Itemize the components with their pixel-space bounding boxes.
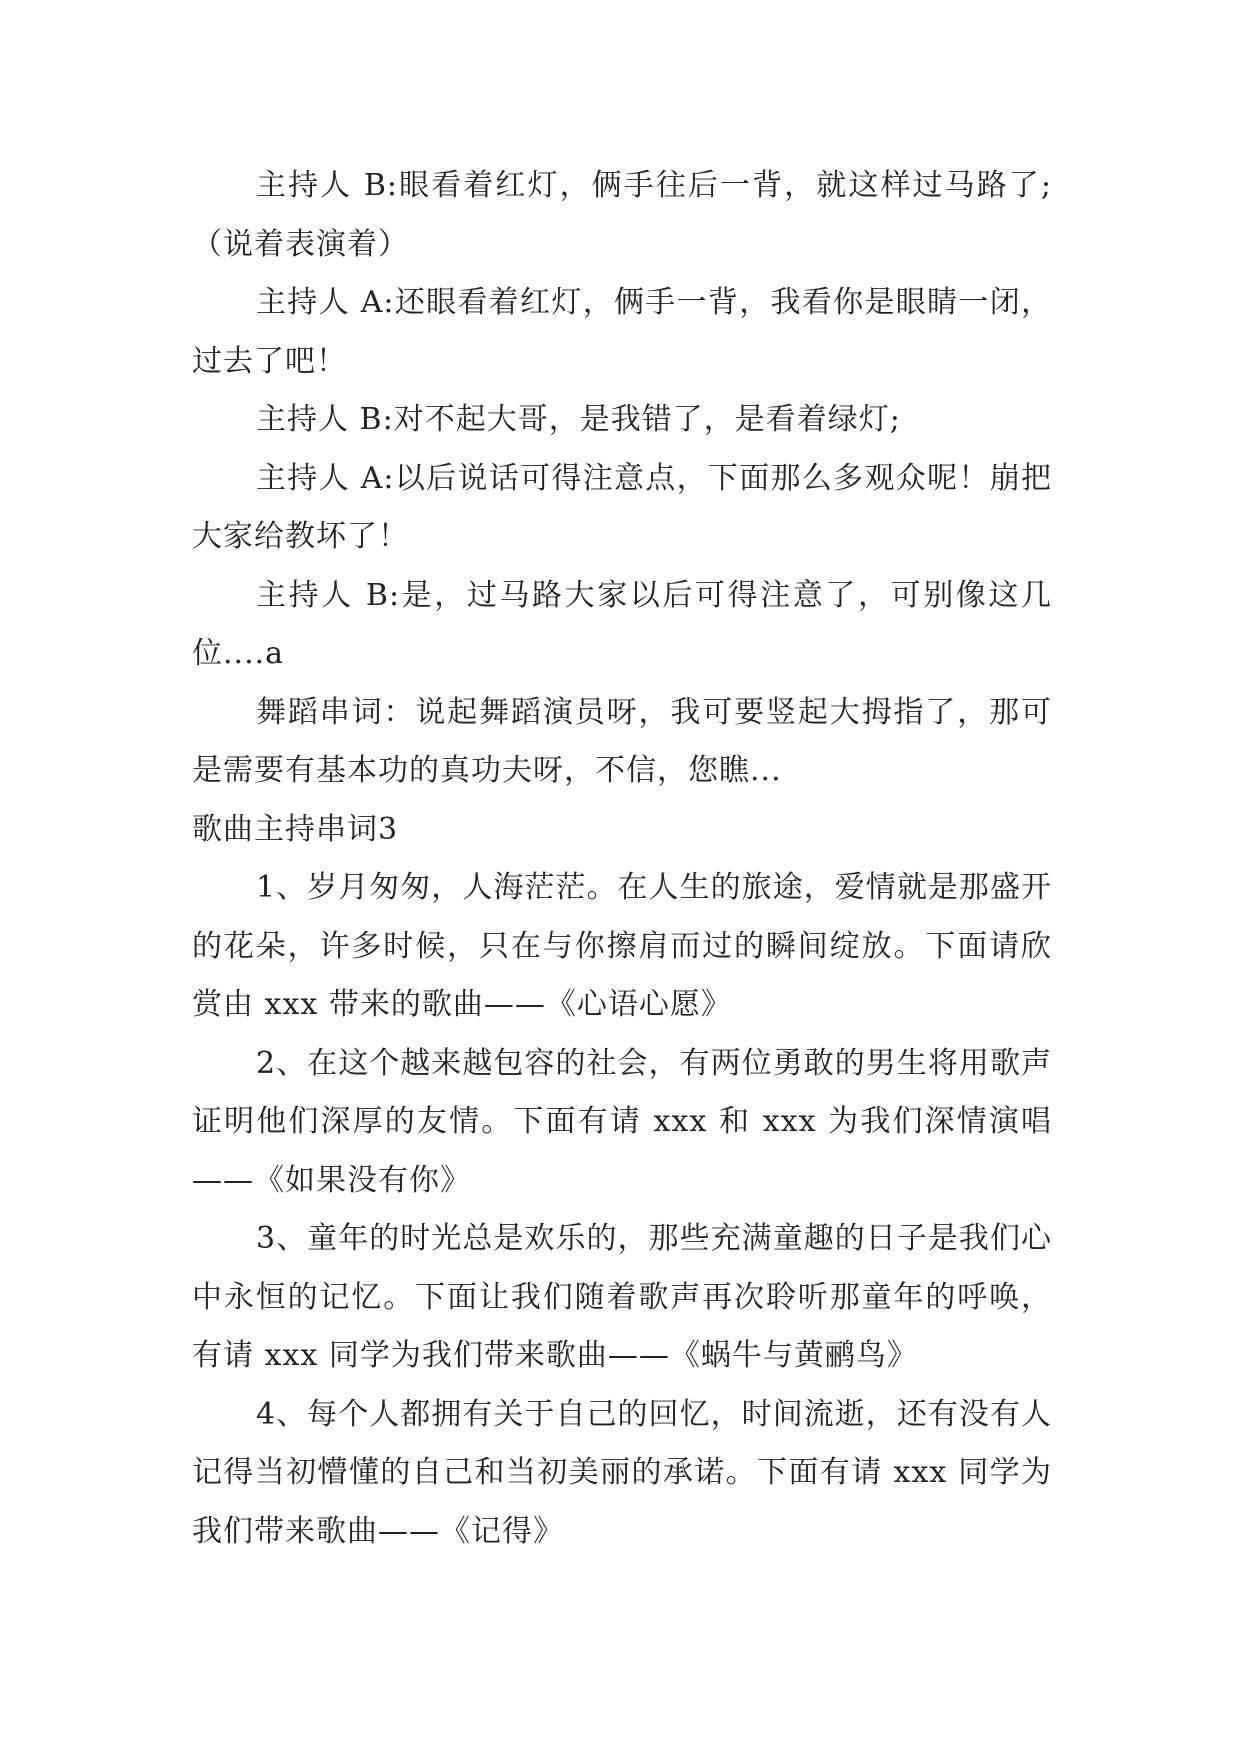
paragraph-song-2: 2、在这个越来越包容的社会，有两位勇敢的男生将用歌声证明他们深厚的友情。下面有请 xxx 和 xxx 为我们深情演唱——《如果没有你》 xyxy=(192,1045,1052,1198)
paragraph-host-b-1: 主持人 B:眼看着红灯，俩手往后一背，就这样过马路了;（说着表演着） xyxy=(192,168,1052,262)
document-body xyxy=(192,157,1052,1561)
paragraph-song-4: 4、每个人都拥有关于自己的回忆，时间流逝，还有没有人记得当初懵懂的自己和当初美丽的承诺。下面有请 xxx 同学为我们带来歌曲——《记得》 xyxy=(192,1396,1052,1549)
paragraph-host-a-1: 主持人 A:还眼看着红灯，俩手一背，我看你是眼睛一闭，过去了吧！ xyxy=(192,285,1052,379)
section-heading: 歌曲主持串词3 xyxy=(192,811,399,847)
paragraph-dance-intro: 舞蹈串词：说起舞蹈演员呀，我可要竖起大拇指了，那可是需要有基本功的真功夫呀，不信，您瞧... xyxy=(192,694,1052,788)
paragraph-host-b-3: 主持人 B:是，过马路大家以后可得注意了，可别像这几位....a xyxy=(192,577,1052,671)
paragraph-song-1: 1、岁月匆匆，人海茫茫。在人生的旅途，爱情就是那盛开的花朵，许多时候，只在与你擦肩而过的瞬间绽放。下面请欣赏由 xxx 带来的歌曲——《心语心愿》 xyxy=(192,870,1052,1022)
paragraph-host-a-2: 主持人 A:以后说话可得注意点，下面那么多观众呢！崩把大家给教坏了！ xyxy=(192,460,1052,554)
paragraph-song-3: 3、童年的时光总是欢乐的，那些充满童趣的日子是我们心中永恒的记忆。下面让我们随着歌声再次聆听那童年的呼唤，有请 xxx 同学为我们带来歌曲——《蜗牛与黄鹂鸟》 xyxy=(192,1221,1052,1373)
paragraph-host-b-2: 主持人 B:对不起大哥，是我错了，是看着绿灯; xyxy=(256,402,901,437)
